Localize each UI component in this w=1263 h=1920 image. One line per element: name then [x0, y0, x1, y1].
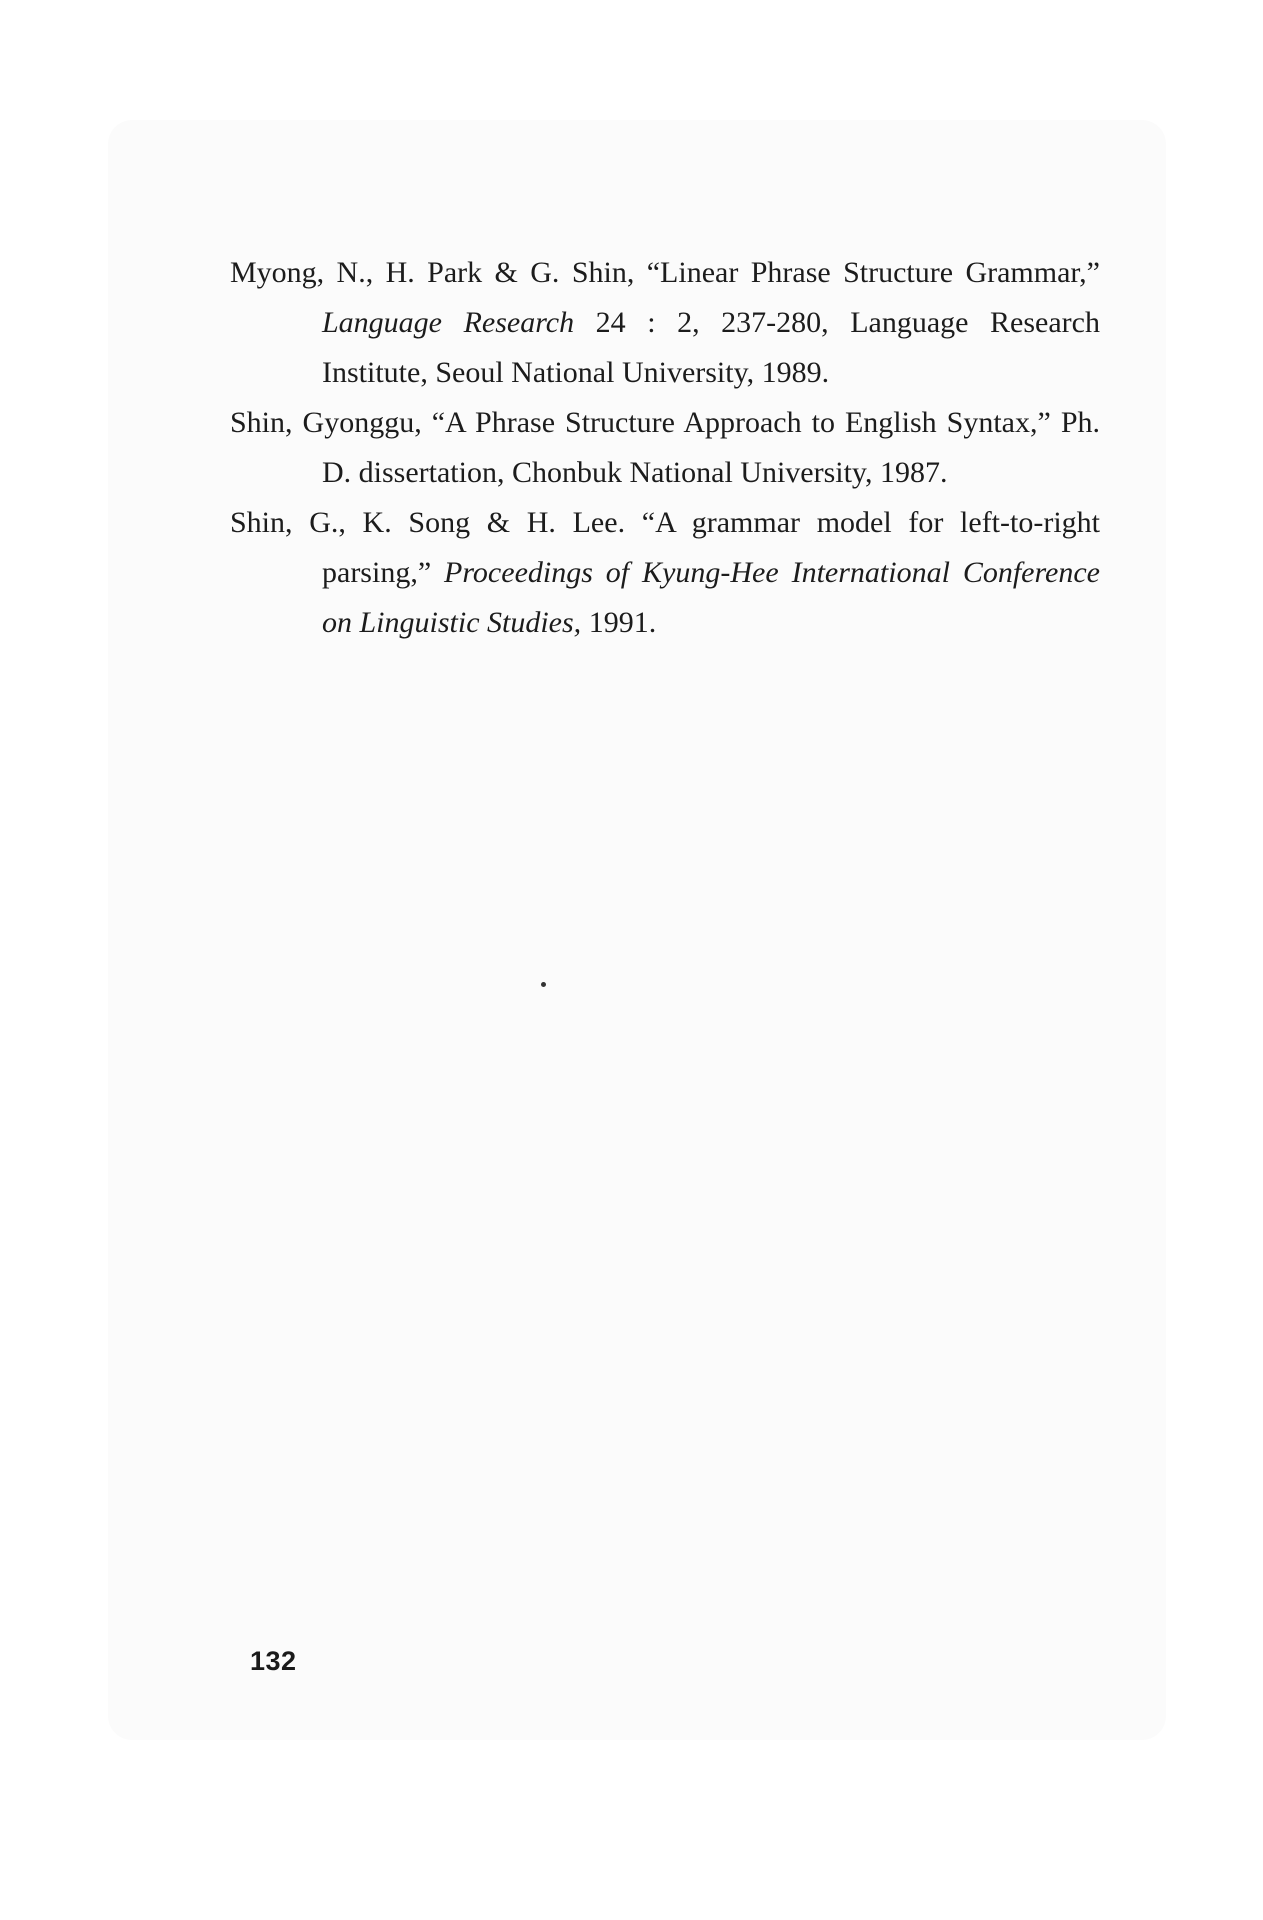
- reference-details: 1991.: [581, 606, 657, 639]
- reference-list: [230, 248, 1100, 648]
- reference-venue: Proceedings of Kyung-Hee International Conference on Linguistic Studies,: [322, 556, 1100, 639]
- reference-entry-shin-1991: [230, 498, 1100, 648]
- scan-speck: [541, 982, 546, 987]
- reference-venue: Language Research: [322, 306, 575, 339]
- reference-details: Ph. D. dissertation, Chonbuk National University, 1987.: [322, 406, 1100, 489]
- reference-authors: Shin, Gyonggu,: [230, 406, 432, 439]
- reference-entry-shin-1987: [230, 398, 1100, 498]
- reference-title: “Linear Phrase Structure Grammar,”: [646, 256, 1101, 289]
- reference-title: “A Phrase Structure Approach to English Syntax,”: [431, 406, 1061, 439]
- reference-authors: Shin, G., K. Song & H. Lee.: [230, 506, 642, 539]
- reference-authors: Myong, N., H. Park & G. Shin,: [230, 256, 647, 289]
- page-number: 132: [250, 1646, 297, 1676]
- reference-entry-myong-1989: [230, 248, 1100, 398]
- reference-title: “A grammar model for left-to-right parsing,”: [322, 506, 1100, 589]
- reference-details: 24 : 2, 237-280, Language Research Institute, Seoul National University, 1989.: [322, 306, 1100, 389]
